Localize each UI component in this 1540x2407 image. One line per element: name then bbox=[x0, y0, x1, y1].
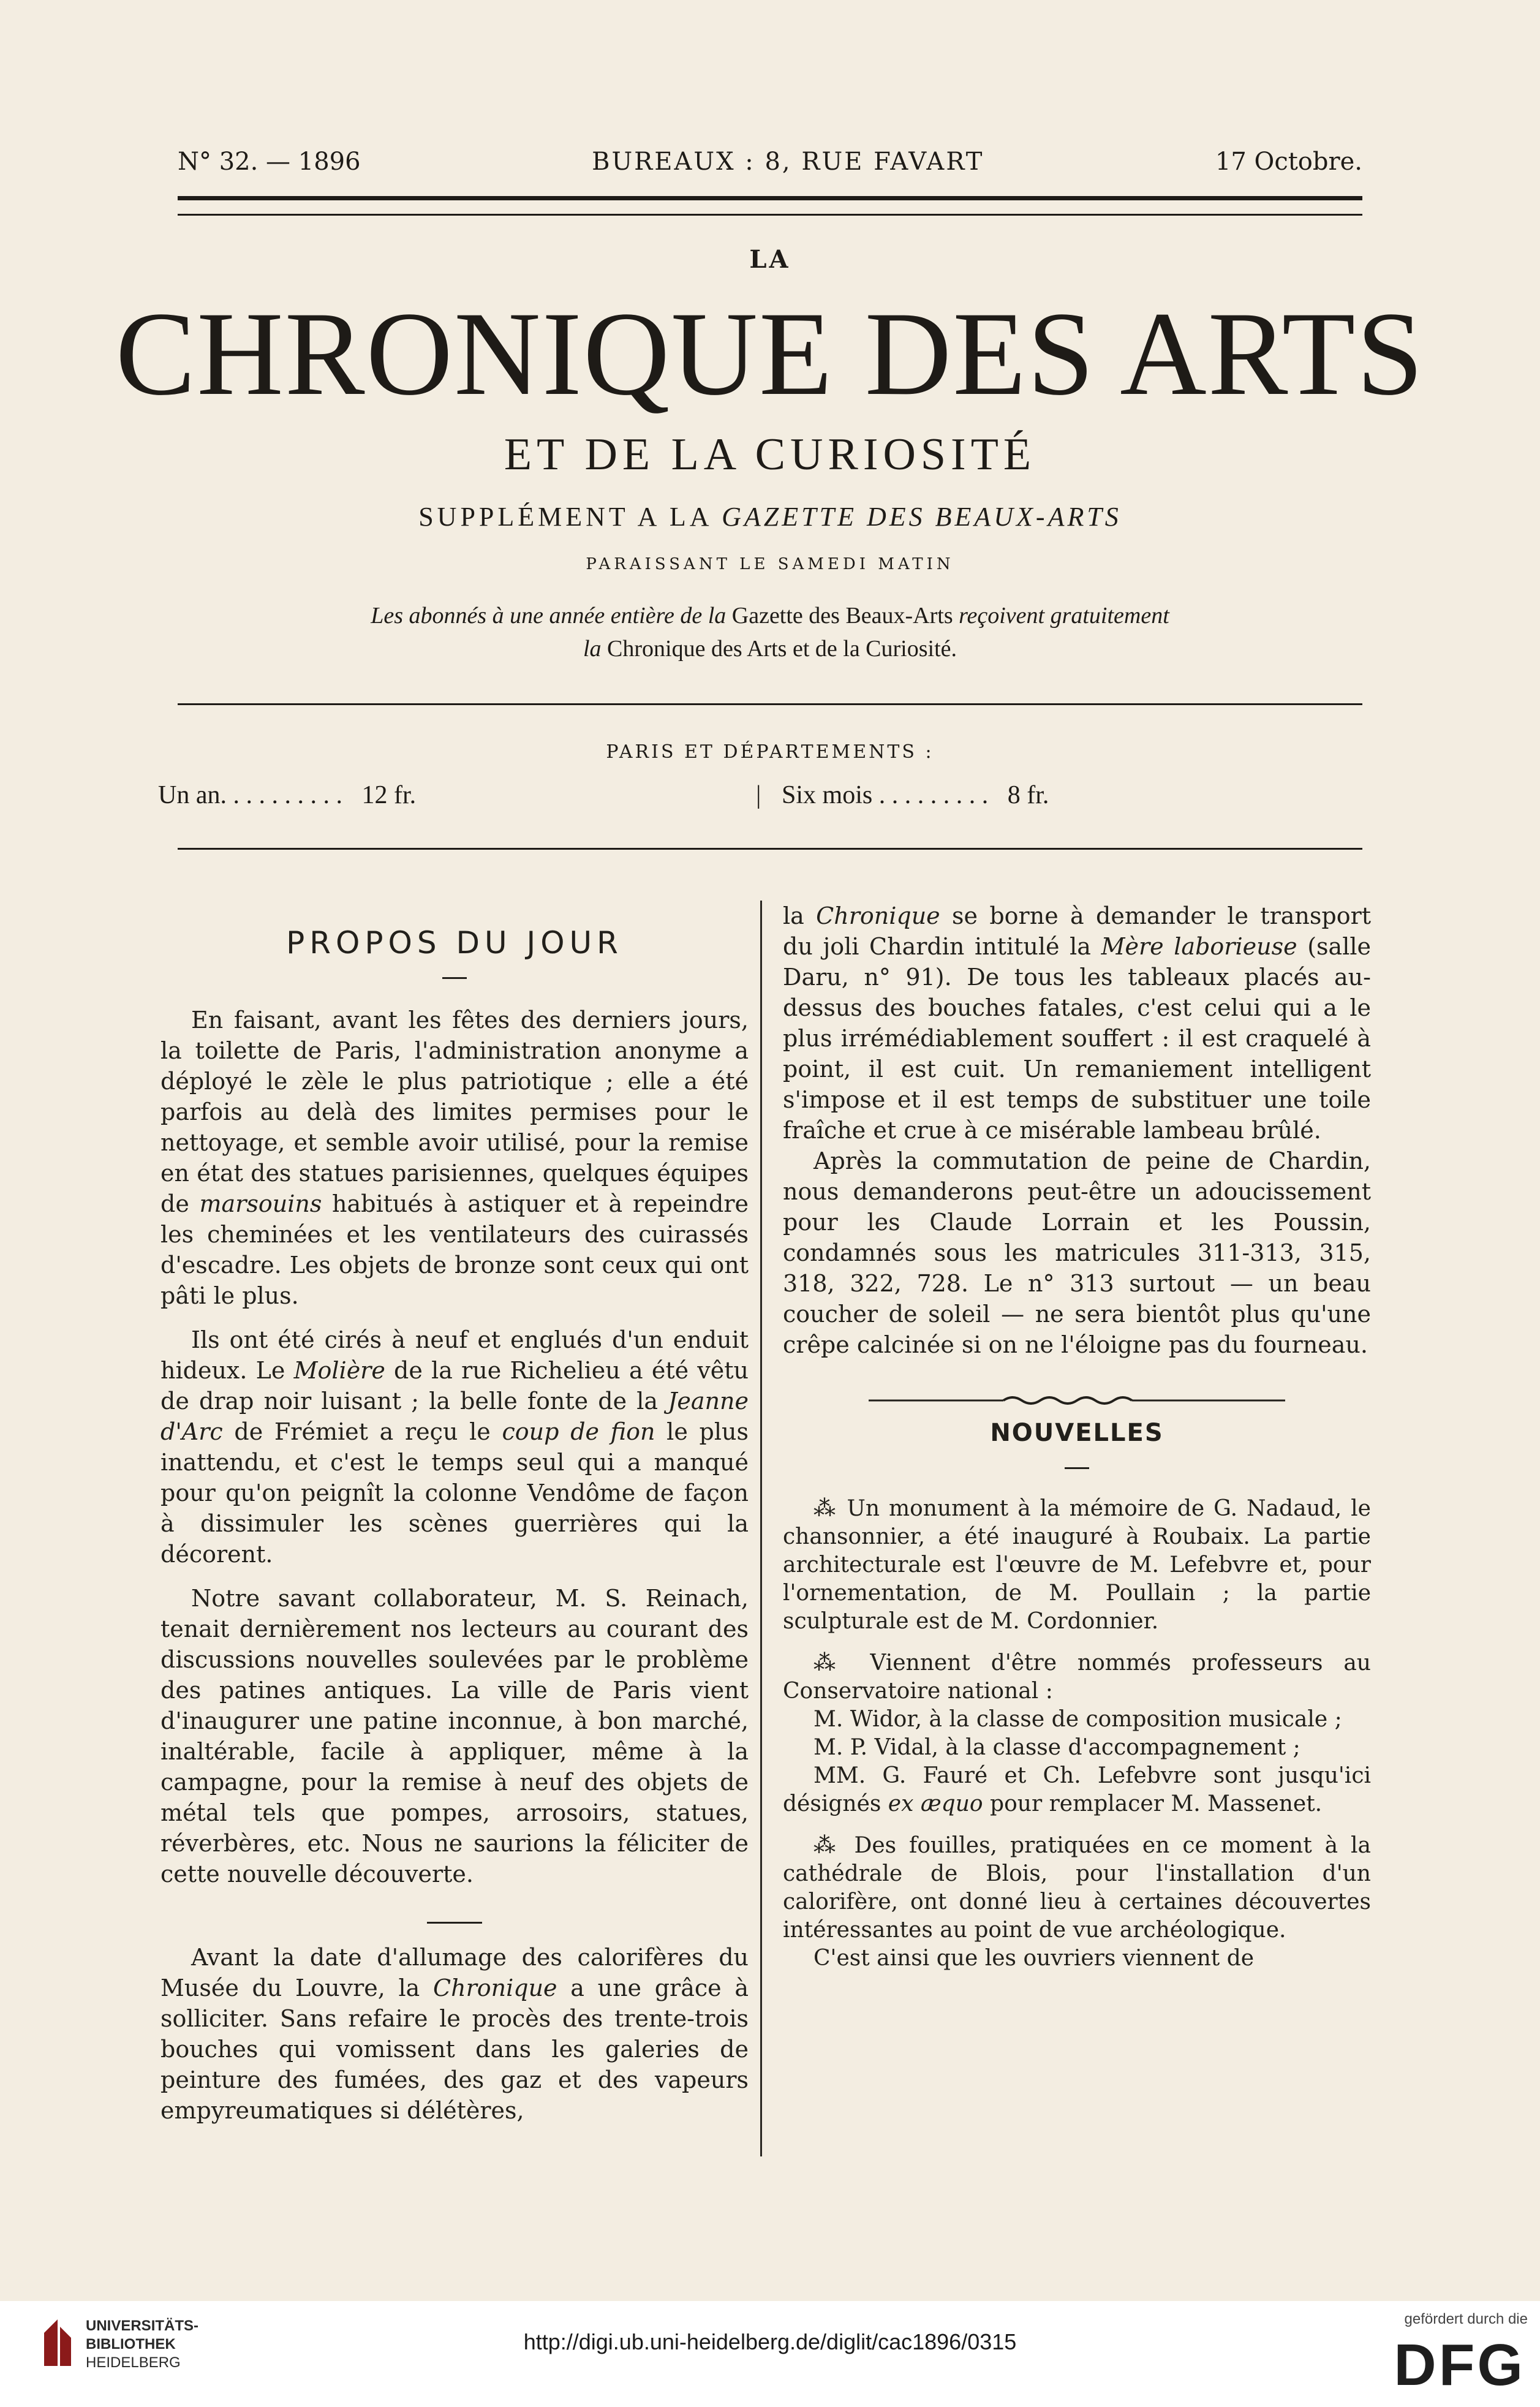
price-half-year: Six mois . . . . . . . . . 8 fr. bbox=[782, 781, 1049, 809]
nouvelles-heading: NOUVELLES bbox=[990, 1419, 1164, 1447]
paragraph: En faisant, avant les fêtes des derniers jours, la toilette de Paris, l'administration anonyme a déployé le zèle le plus patriotique ; elle a été parfois au delà des limites permises pour le nettoyage, et semble avoir utilisé, pour la remise en état des statues parisiennes, quelques équipes de marsouins habitués à astiquer et à repeindre les cheminées et les ventilateurs des cuirassés d'escadre. Les objets de bronze sont ceux qui ont pâti le plus. bbox=[160, 1007, 749, 1309]
masthead-title: CHRONIQUE DES ARTS bbox=[115, 287, 1425, 420]
issue-header bbox=[178, 145, 1362, 179]
news-block bbox=[783, 1495, 1371, 1973]
library-name-line: UNIVERSITÄTS- bbox=[86, 2318, 199, 2334]
right-column bbox=[783, 901, 1371, 1973]
library-name-line: BIBLIOTHEK bbox=[86, 2336, 176, 2352]
section-separator bbox=[160, 1900, 749, 1931]
header-double-rule bbox=[178, 196, 1362, 216]
paragraph: Ils ont été cirés à neuf et englués d'un enduit hideux. Le Molière de la rue Richelieu a été vêtu de drap noir luisant ; la belle fonte de la Jeanne d'Arc de Frémiet a reçu le coup de fion le plus inattendu, et c'est le temps seul qui a manqué pour qu'on peignît la colonne Vendôme de façon à dissimuler les scènes guerrières qui la décorent. bbox=[160, 1326, 749, 1568]
publication-schedule: PARAISSANT LE SAMEDI MATIN bbox=[586, 555, 954, 573]
permalink[interactable]: http://digi.ub.uni-heidelberg.de/diglit/cac1896/0315 bbox=[523, 2329, 1017, 2354]
news-item: ⁂ Viennent d'être nommés professeurs au Conservatoire national : bbox=[783, 1650, 1371, 1704]
subscriber-note-part: reçoivent gratuitement bbox=[959, 603, 1169, 629]
news-item: ⁂ Des fouilles, pratiquées en ce moment à la cathédrale de Blois, pour l'installation d'un calorifère, ont donné lieu à certaines découvertes intéressantes au point de vue archéologique. bbox=[783, 1833, 1371, 1943]
news-item: ⁂ Un monument à la mémoire de G. Nadaud, le chansonnier, a été inauguré à Roubaix. La partie architecturale est l'œuvre de M. Lefebvre et, pour l'ornementation, de M. Poullain ; la partie sculpturale est de M. Cordonnier. bbox=[783, 1496, 1371, 1634]
subscriber-note-part: Gazette des Beaux-Arts bbox=[731, 603, 953, 629]
paragraph: Après la commutation de peine de Chardin, nous demanderons peut-être un adoucissement pour les Claude Lorrain et les Poussin, condamnés sous les matricules 311-313, 315, 318, 322, 728. Le n° 313 surtout — un beau coucher de soleil — ne sera bientôt plus qu'une crêpe calcinée si on ne l'éloigne pas du fourneau. bbox=[783, 1147, 1371, 1358]
ornament-divider bbox=[783, 1385, 1371, 1399]
subscriber-note-part: la bbox=[583, 636, 602, 662]
news-subitem: MM. G. Fauré et Ch. Lefebvre sont jusqu'ici désignés ex æquo pour remplacer M. Massenet. bbox=[783, 1763, 1371, 1816]
subscriber-note bbox=[0, 599, 1540, 665]
price-separator: | bbox=[756, 781, 761, 809]
column-divider bbox=[760, 901, 762, 2156]
heading-dash bbox=[160, 961, 749, 991]
paragraph: Avant la date d'allumage des calorifères du Musée du Louvre, la Chronique a une grâce à solliciter. Sans refaire le procès des trente-trois bouches qui vomissent dans les galeries de peinture des fumées, des gaz et des vapeurs empyreumatiques si délétères, bbox=[160, 1944, 749, 2124]
news-subitem: M. P. Vidal, à la classe d'accompagnement ; bbox=[813, 1735, 1300, 1760]
masthead-subtitle: ET DE LA CURIOSITÉ bbox=[504, 429, 1036, 480]
masthead-article: LA bbox=[749, 245, 791, 274]
paragraph: Notre savant collaborateur, M. S. Reinach, tenait dernièrement nos lecteurs au courant des discussions nouvelles soulevées par le problème des patines antiques. La ville de Paris vient d'inaugurer une patine inconnue, à bon marché, inaltérable, facile à appliquer, même à la campagne, pour la remise à neuf des objets de métal tels que pompes, arrosoirs, statues, réverbères, etc. Nous ne saurions la féliciter de cette nouvelle découverte. bbox=[160, 1585, 749, 1887]
news-subitem: M. Widor, à la classe de composition musicale ; bbox=[813, 1707, 1342, 1732]
issue-date: 17 Octobre. bbox=[1215, 148, 1362, 176]
funding-note: gefördert durch die bbox=[1404, 2311, 1528, 2327]
subscriber-note-part: Les abonnés à une année entière de la bbox=[371, 603, 727, 629]
propos-heading: PROPOS DU JOUR bbox=[286, 925, 623, 961]
library-name-line: HEIDELBERG bbox=[86, 2354, 181, 2371]
issue-number: N° 32. — 1896 bbox=[178, 148, 361, 176]
left-column bbox=[160, 894, 749, 2126]
news-item: C'est ainsi que les ouvriers viennent de bbox=[813, 1946, 1255, 1971]
dfg-logo: DFG bbox=[1394, 2332, 1525, 2398]
ornament-icon bbox=[783, 1393, 1371, 1408]
heading-dash bbox=[783, 1451, 1371, 1481]
subscriber-note-part: Chronique des Arts et de la Curiosité. bbox=[607, 636, 957, 662]
supplement-prefix: SUPPLÉMENT A LA bbox=[418, 502, 712, 532]
paragraph: la Chronique se borne à demander le transport du joli Chardin intitulé la Mère laborieuse (salle Daru, n° 91). De tous les tableaux placés au-dessus des bouches fatales, c'est celui qui a le plus irrémédiablement souffert : il est craquelé à point, il est cuit. Un remaniement intelligent s'impose et il est temps de substituer une toile fraîche et crue à ce misérable lambeau brûlé. bbox=[783, 902, 1372, 1144]
masthead-supplement bbox=[0, 501, 1540, 532]
masthead-rule bbox=[178, 703, 1362, 705]
price-annual: Un an. . . . . . . . . . 12 fr. bbox=[158, 781, 417, 809]
subscription-rule bbox=[178, 848, 1362, 850]
subscription-heading: PARIS ET DÉPARTEMENTS : bbox=[606, 741, 934, 763]
bureaux-address: BUREAUX : 8, RUE FAVART bbox=[592, 148, 984, 176]
supplement-title: GAZETTE DES BEAUX-ARTS bbox=[722, 502, 1122, 532]
